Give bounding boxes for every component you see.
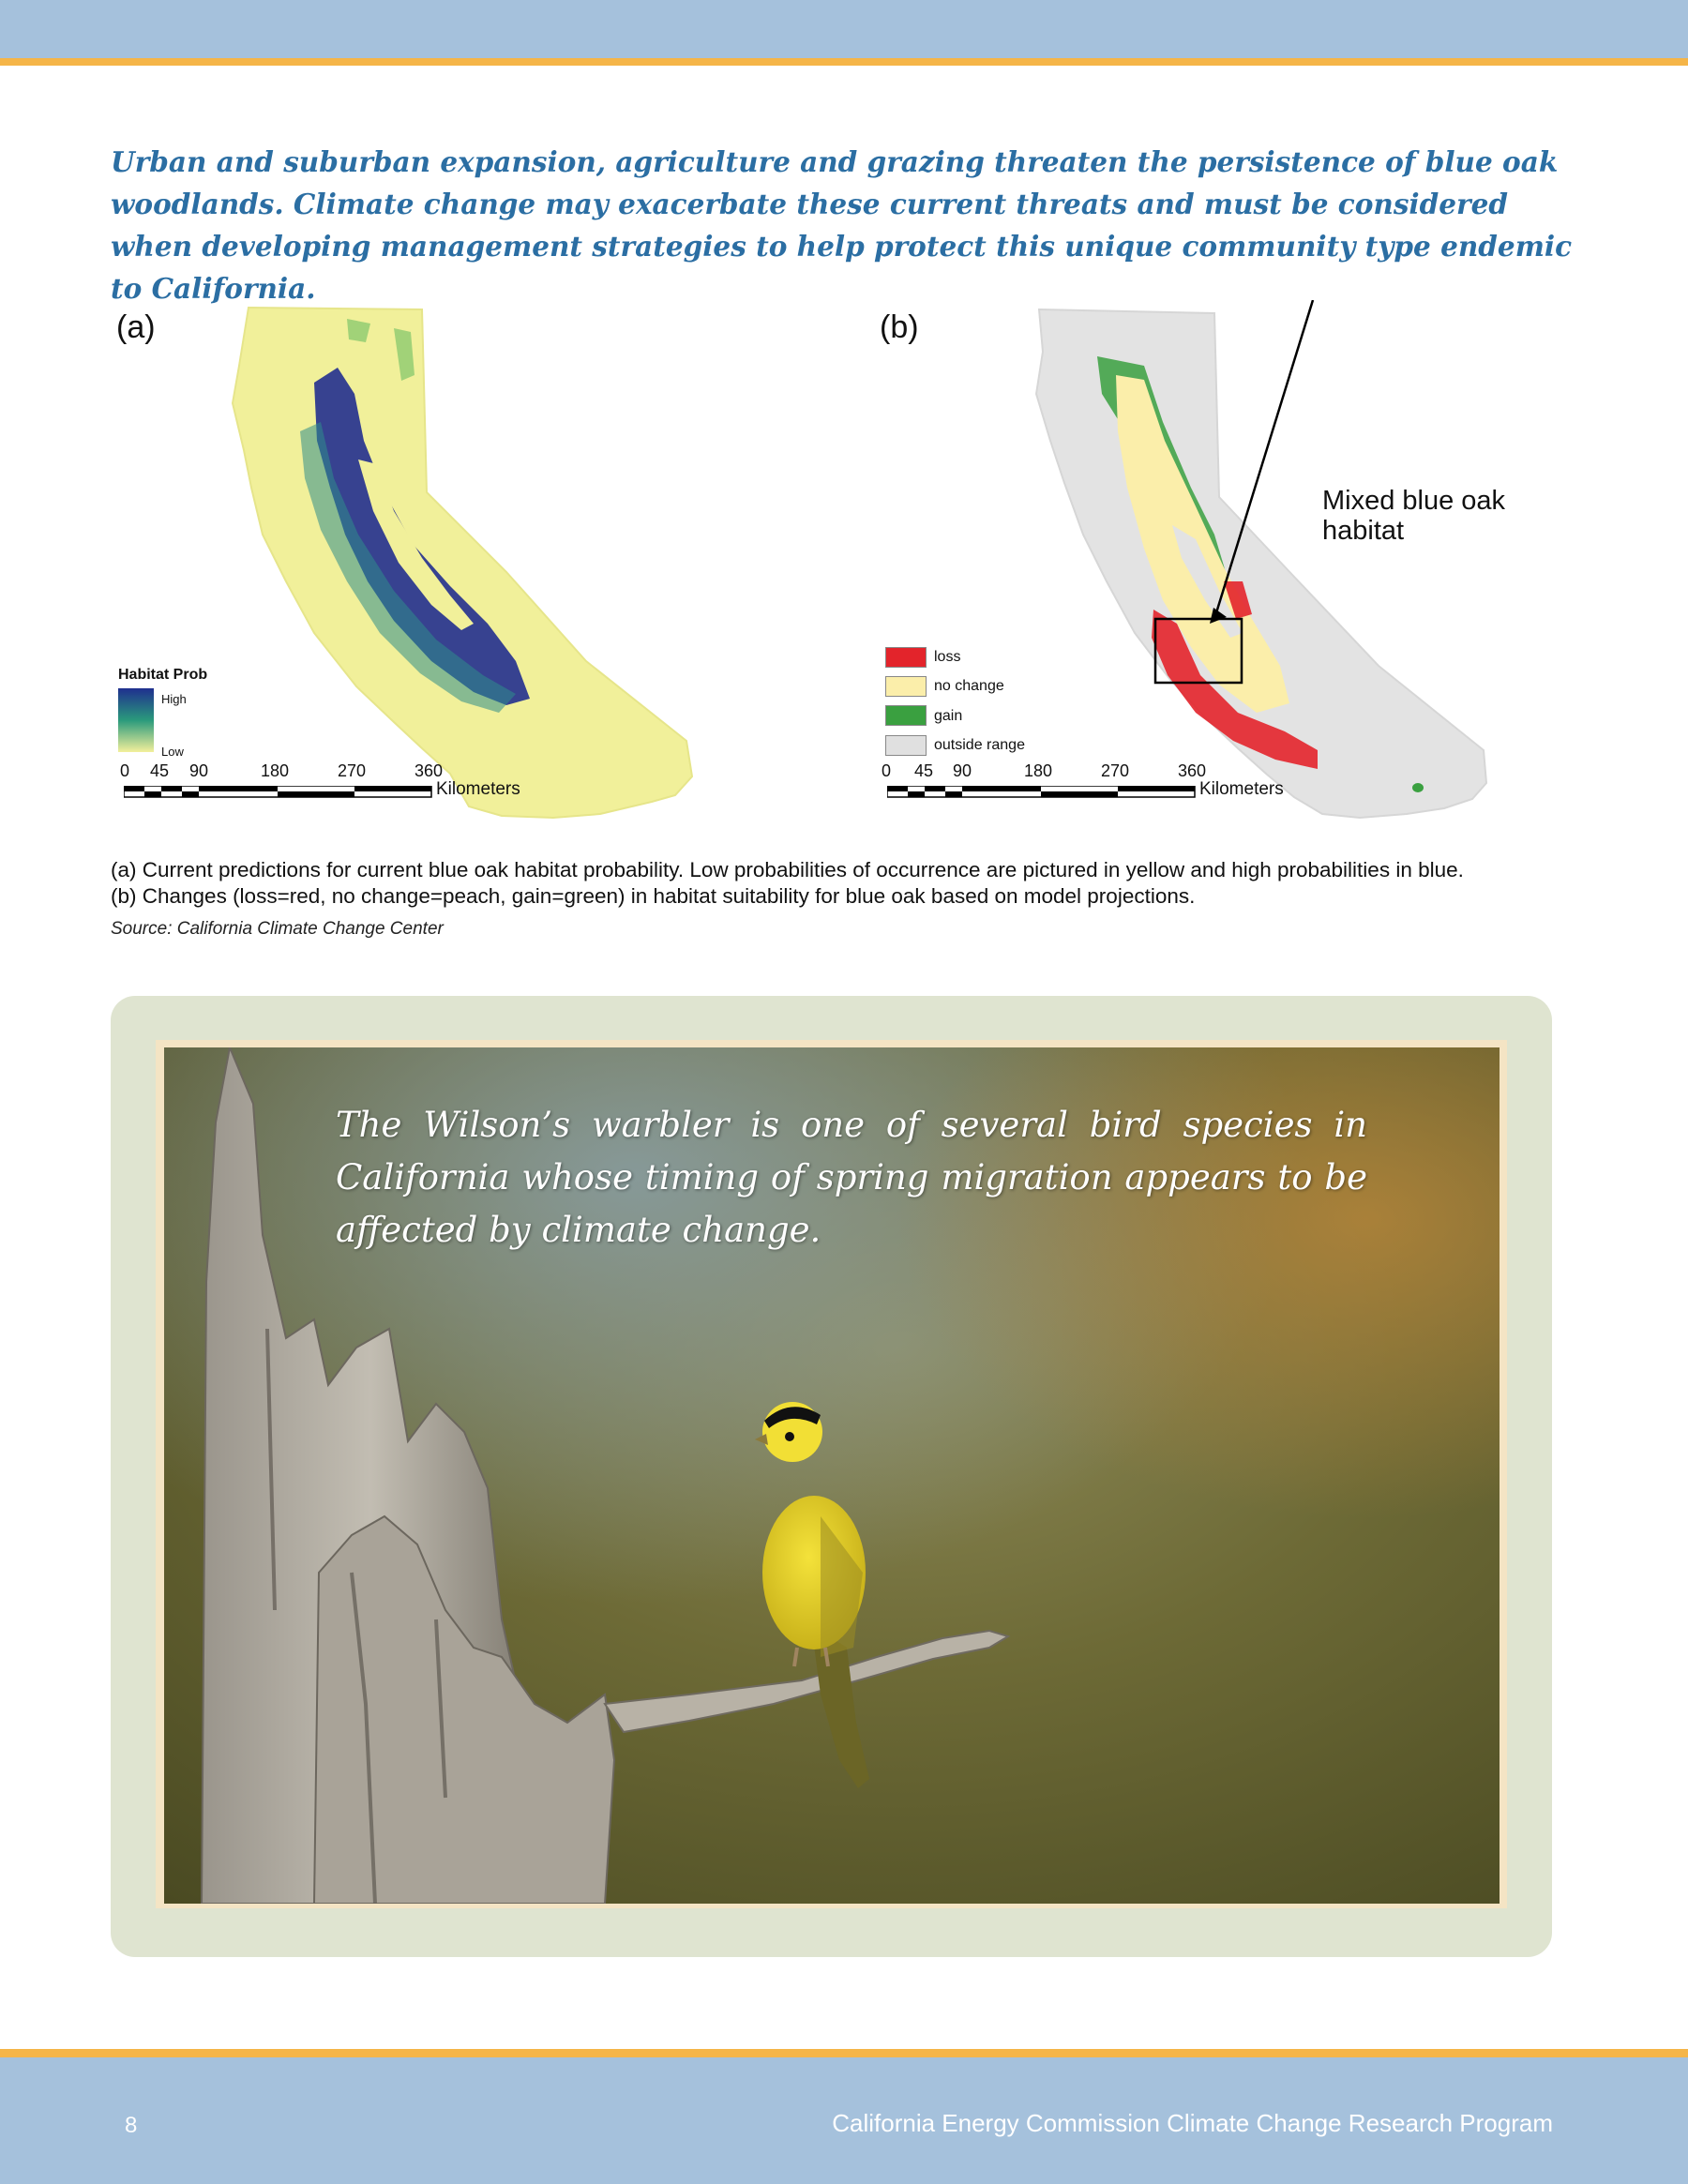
caption-line-a: (a) Current predictions for current blue oak habitat probability. Low probabilities of occurrence are pictured in yellow and high probabilities in blue.: [111, 858, 1464, 881]
map-b-scale-tick: 0: [882, 761, 892, 780]
map-a-legend-title: Habitat Prob: [118, 667, 208, 683]
legend-swatch-gain: [885, 705, 927, 726]
annotation-line-2: habitat: [1322, 516, 1405, 546]
map-b-scale-tick: 90: [953, 761, 972, 780]
page-number: 8: [125, 2113, 138, 2138]
annotation-label: [1322, 486, 1505, 546]
map-a-scale-tick: 90: [189, 761, 209, 780]
caption-line-b: (b) Changes (loss=red, no change=peach, gain=green) in habitat suitability for blue oak based on model projections.: [111, 884, 1196, 908]
gain-spot-b: [1412, 783, 1424, 792]
map-a-legend-low: Low: [161, 745, 184, 759]
annotation-line-1: Mixed blue oak: [1322, 486, 1506, 516]
intro-paragraph: Urban and suburban expansion, agriculture and grazing threaten the persistence of blue oak woodlands. Climate change may exacerbate these current threats and must be considered when developing management strategies to help protect this unique community type endemic to California.: [111, 145, 1573, 305]
footer-program-title: California Energy Commission Climate Change Research Program: [832, 2109, 1553, 2137]
map-a-scale-tick: 0: [120, 761, 130, 780]
header-band: [0, 0, 1688, 62]
california-outline-a: [233, 308, 692, 818]
map-a-scale-bar: [124, 786, 433, 799]
legend-label-no-change: no change: [934, 678, 1004, 694]
warbler-quote: The Wilson’s warbler is one of several bird species in California whose timing of spring migration appears to be affected by climate change.: [336, 1105, 1367, 1250]
legend-swatch-no-change: [885, 676, 927, 697]
map-a-scale-tick: 360: [414, 761, 444, 780]
header-stripe: [0, 58, 1688, 66]
map-b-label: (b): [880, 309, 919, 345]
figure-caption: [111, 857, 1611, 910]
map-b-scale-bar: [887, 786, 1197, 799]
map-b-scale-tick: 270: [1101, 761, 1130, 780]
legend-label-gain: gain: [934, 708, 963, 724]
map-b-scale-units: Kilometers: [1199, 779, 1284, 799]
map-b-scale-tick: 180: [1024, 761, 1053, 780]
map-a-legend-gradient: [118, 688, 154, 752]
map-b-scale-tick: 360: [1178, 761, 1207, 780]
map-b-habitat-change: [1013, 300, 1500, 835]
map-b-scale-tick: 45: [914, 761, 934, 780]
figure-source: Source: California Climate Change Center: [111, 919, 444, 939]
map-a-label: (a): [116, 309, 156, 345]
legend-label-outside-range: outside range: [934, 737, 1025, 753]
map-a-scale-tick: 45: [150, 761, 170, 780]
legend-swatch-loss: [885, 647, 927, 668]
legend-label-loss: loss: [934, 649, 961, 665]
map-a-scale-tick: 180: [261, 761, 290, 780]
map-a-legend-high: High: [161, 692, 187, 706]
map-a-scale-tick: 270: [338, 761, 367, 780]
legend-swatch-outside-range: [885, 735, 927, 756]
footer-stripe: [0, 2049, 1688, 2057]
map-a-scale-units: Kilometers: [436, 779, 520, 799]
map-a-habitat-probability: [113, 300, 713, 825]
